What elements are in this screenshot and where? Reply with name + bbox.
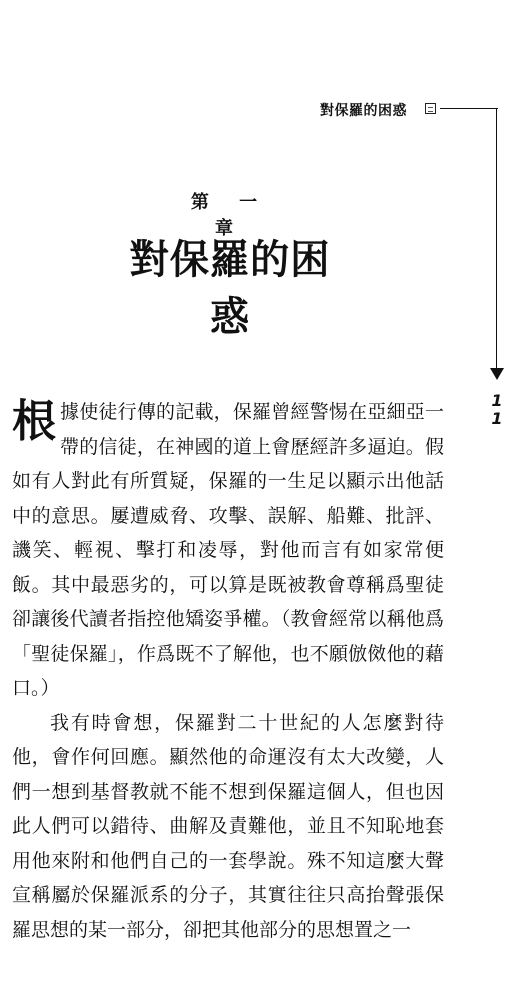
down-arrow-icon	[490, 368, 504, 380]
page-number: 11	[491, 391, 503, 428]
page-marker-icon	[425, 103, 436, 114]
running-title: 對保羅的困惑	[320, 103, 407, 119]
paragraph-1	[12, 395, 444, 706]
paragraph-2: 我有時會想，保羅對二十世紀的人怎麼對待他，會作何回應。顯然他的命運沒有太大改變，人們一想到基督教就不能不想到保羅這個人，但也因此人們可以錯待、曲解及責難他，並且不知恥地套用他來附和他們自己的一套學說。殊不知這麼大聲宣稱屬於保羅派系的分子，其實往往只高抬聲張保羅思想的某一部分，卻把其他部分的思想置之一	[12, 711, 444, 941]
body-text	[12, 395, 444, 947]
header-rule-horizontal	[440, 108, 498, 109]
paragraph-1-text: 據使徒行傳的記載，保羅曾經警惕在亞細亞一帶的信徒，在神國的道上會歷經許多逼迫。假如有人對此有所質疑，保羅的一生足以顯示出他話中的意思。屢遭威脅、攻擊、誤解、船難、批評、譏笑、輕視、擊打和凌辱，對他而言有如家常便飯。其中最惡劣的，可以算是既被教會尊稱爲聖徒卻讓後代讀者指控他矯姿爭權。（教會經常以稱他爲「聖徒保羅」，作爲既不了解他，也不願倣傚他的藉口。）	[12, 401, 444, 699]
drop-cap: 根	[12, 396, 56, 447]
header-rule-vertical	[496, 108, 497, 370]
chapter-label: 第 一 章	[190, 192, 270, 239]
chapter-title: 對保羅的困惑	[129, 237, 331, 340]
